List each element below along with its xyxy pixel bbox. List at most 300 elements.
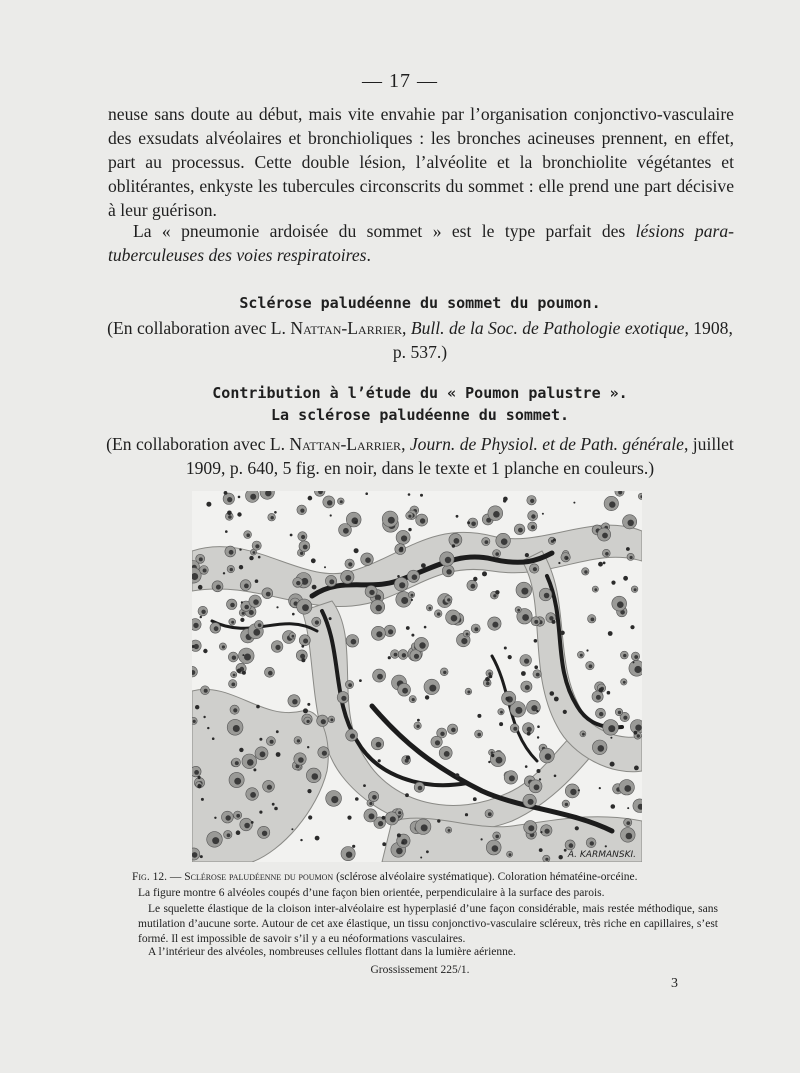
cell-nucleus: [623, 681, 626, 684]
cell-nucleus: [343, 528, 349, 534]
cell-nucleus: [496, 757, 503, 764]
cell-nucleus: [608, 725, 615, 732]
tissue-nucleus: [605, 845, 607, 847]
tissue-nucleus: [536, 710, 538, 712]
cell-nucleus: [524, 659, 529, 664]
cell-nucleus: [624, 785, 631, 792]
cell-nucleus: [394, 653, 398, 657]
cell-nucleus: [544, 593, 550, 599]
cell-nucleus: [623, 716, 627, 720]
cell-nucleus: [602, 533, 608, 539]
tissue-nucleus: [539, 778, 541, 780]
cell-nucleus: [300, 509, 304, 513]
cell-nucleus: [212, 837, 219, 844]
tissue-nucleus: [198, 585, 203, 590]
tissue-nucleus: [258, 556, 261, 559]
cell-nucleus: [635, 725, 641, 731]
tissue-nucleus: [239, 748, 243, 752]
tissue-nucleus: [227, 511, 232, 516]
tissue-nucleus: [573, 502, 575, 504]
cell-nucleus: [292, 699, 297, 704]
cell-nucleus: [244, 605, 249, 610]
tissue-nucleus: [406, 755, 410, 759]
cell-nucleus: [329, 579, 334, 584]
cell-nucleus: [231, 621, 234, 624]
cell-nucleus: [331, 796, 338, 803]
tissue-nucleus: [566, 557, 569, 560]
tissue-nucleus: [249, 556, 253, 560]
cell-nucleus: [327, 500, 332, 505]
cell-nucleus: [378, 821, 383, 826]
cell-nucleus: [390, 816, 396, 822]
cell-nucleus: [302, 604, 309, 611]
tissue-nucleus: [382, 816, 386, 820]
tissue-nucleus: [212, 737, 215, 740]
cell-nucleus: [495, 552, 499, 556]
tissue-nucleus: [554, 697, 559, 702]
cell-nucleus: [376, 742, 382, 748]
tissue-nucleus: [627, 807, 629, 809]
cell-nucleus: [582, 733, 585, 736]
tissue-nucleus: [553, 538, 556, 541]
cell-nucleus: [545, 829, 550, 834]
tissue-nucleus: [378, 759, 381, 762]
cell-nucleus: [522, 614, 529, 621]
cell-nucleus: [244, 654, 251, 661]
section2-cite-journal: Journ. de Physiol. et de Path. générale: [409, 434, 684, 454]
cell-nucleus: [312, 773, 319, 780]
cell-nucleus: [528, 799, 534, 805]
cell-nucleus: [454, 538, 460, 544]
cell-nucleus: [365, 557, 371, 563]
cell-nucleus: [321, 719, 326, 724]
tissue-nucleus: [259, 738, 262, 741]
cell-nucleus: [330, 718, 333, 721]
section1-cite-author: Nattan-Larrier: [290, 318, 403, 338]
cell-nucleus: [517, 609, 520, 612]
cell-nucleus: [630, 556, 633, 559]
tissue-nucleus: [276, 730, 279, 733]
cell-nucleus: [565, 803, 568, 806]
tissue-nucleus: [397, 833, 401, 837]
cell-nucleus: [297, 739, 300, 742]
cell-nucleus: [412, 698, 415, 701]
cell-nucleus: [528, 825, 534, 831]
cell-nucleus: [231, 683, 235, 687]
tissue-nucleus: [203, 649, 207, 653]
tissue-nucleus: [200, 616, 202, 618]
cell-nucleus: [242, 612, 245, 615]
cell-nucleus: [477, 733, 481, 737]
tissue-nucleus: [274, 807, 278, 811]
tissue-nucleus: [504, 647, 507, 650]
tissue-nucleus: [426, 850, 429, 853]
section2-title-line1: Contribution à l’étude du « Poumon palustre ».: [212, 384, 628, 402]
paragraph2-end: .: [366, 245, 371, 265]
tissue-nucleus: [236, 830, 241, 835]
cell-nucleus: [466, 633, 469, 636]
cell-nucleus: [228, 515, 232, 519]
cell-nucleus: [402, 688, 408, 694]
cell-nucleus: [461, 638, 467, 644]
section2-citation: (En collaboration avec L. Nattan-Larrier, Journ. de Physiol. et de Path. générale, juillet 1909, p. 640, 5 fig. en noir, dans le texte et 1 planche en couleurs.): [106, 434, 734, 478]
tissue-nucleus: [354, 521, 357, 524]
section2-cite-start: (En collaboration avec L.: [106, 434, 290, 454]
histology-illustration: [192, 491, 642, 862]
tissue-nucleus: [599, 688, 604, 693]
cell-nucleus: [531, 525, 535, 529]
figure-caption-line1: La figure montre 6 alvéoles coupés d’une façon bien orientée, perpendiculaire à la surface des parois.: [138, 887, 605, 899]
cell-nucleus: [298, 757, 304, 763]
tissue-nucleus: [485, 677, 490, 682]
tissue-nucleus: [200, 855, 203, 858]
tissue-nucleus: [239, 565, 243, 569]
cell-nucleus: [233, 725, 240, 732]
tissue-nucleus: [308, 496, 313, 501]
cell-nucleus: [235, 761, 239, 765]
tissue-nucleus: [537, 769, 541, 773]
cell-nucleus: [216, 585, 221, 590]
cell-nucleus: [236, 814, 240, 818]
cell-nucleus: [388, 517, 395, 524]
tissue-nucleus: [352, 845, 355, 848]
cell-nucleus: [401, 535, 407, 541]
tissue-nucleus: [603, 562, 606, 565]
paragraph2-italic: lésions para-tuberculeuses des voies respiratoires: [108, 221, 735, 265]
section2-title-line2: La sclérose paludéenne du sommet.: [270, 406, 569, 424]
tissue-nucleus: [237, 669, 242, 674]
section2-cite-author: Nattan-Larrier: [289, 434, 402, 454]
cell-nucleus: [451, 728, 456, 733]
cell-nucleus: [340, 500, 343, 503]
cell-nucleus: [369, 590, 374, 595]
tissue-nucleus: [308, 815, 312, 819]
cell-nucleus: [260, 751, 266, 757]
figure-magnification: Grossissement 225/1.: [370, 964, 470, 976]
tissue-nucleus: [563, 710, 567, 714]
tissue-nucleus: [324, 566, 326, 568]
tissue-nucleus: [198, 776, 201, 779]
cell-nucleus: [233, 708, 237, 712]
cell-nucleus: [609, 501, 615, 507]
cell-nucleus: [369, 813, 375, 819]
tissue-nucleus: [634, 731, 638, 735]
cell-nucleus: [275, 645, 280, 650]
tissue-nucleus: [473, 797, 477, 801]
tissue-nucleus: [598, 562, 603, 567]
cell-nucleus: [589, 664, 593, 668]
tissue-nucleus: [508, 655, 512, 659]
cell-nucleus: [623, 654, 626, 657]
tissue-nucleus: [363, 784, 366, 787]
cell-nucleus: [232, 656, 236, 660]
tissue-nucleus: [482, 571, 487, 576]
cell-nucleus: [372, 795, 377, 800]
cell-nucleus: [246, 533, 250, 537]
tissue-nucleus: [382, 842, 386, 846]
cell-nucleus: [488, 812, 492, 816]
cell-nucleus: [518, 528, 523, 533]
cell-nucleus: [617, 601, 624, 608]
cell-nucleus: [388, 629, 393, 634]
cell-nucleus: [227, 833, 231, 837]
cell-nucleus: [440, 732, 444, 736]
cell-nucleus: [303, 639, 308, 644]
cell-nucleus: [201, 610, 205, 614]
section1-citation: (En collaboration avec L. Nattan-Larrier, Bull. de la Soc. de Pathologie exotique, 1908, p. 537.): [107, 318, 733, 362]
tissue-nucleus: [300, 839, 302, 841]
cell-nucleus: [369, 802, 372, 805]
cell-nucleus: [296, 581, 300, 585]
cell-nucleus: [534, 784, 540, 790]
cell-nucleus: [451, 615, 458, 622]
cell-nucleus: [199, 557, 203, 561]
tissue-nucleus: [276, 752, 281, 757]
tissue-nucleus: [214, 817, 216, 819]
figure-label: Fig. 12. —: [132, 871, 185, 883]
tissue-nucleus: [599, 787, 601, 789]
tissue-nucleus: [291, 828, 293, 830]
tissue-nucleus: [467, 521, 470, 524]
tissue-nucleus: [542, 513, 544, 515]
cell-nucleus: [474, 627, 478, 631]
figure-caption-line4: A l’intérieur des alvéoles, nombreuses cellules flottant dans la lumière aérienne.: [148, 946, 516, 958]
tissue-nucleus: [452, 544, 455, 547]
tissue-nucleus: [630, 625, 634, 629]
figure-title: Sclérose paludéenne du poumon: [184, 871, 334, 883]
tissue-nucleus: [240, 618, 244, 622]
cell-nucleus: [545, 858, 548, 861]
cell-nucleus: [634, 666, 641, 673]
tissue-nucleus: [610, 737, 612, 739]
cell-nucleus: [590, 841, 594, 845]
tissue-nucleus: [365, 492, 368, 495]
cell-nucleus: [626, 833, 633, 840]
cell-nucleus: [401, 597, 408, 604]
cell-nucleus: [408, 515, 411, 518]
tissue-nucleus: [610, 762, 615, 767]
tissue-nucleus: [611, 804, 616, 809]
cell-nucleus: [376, 631, 382, 637]
cell-nucleus: [351, 639, 357, 645]
tissue-nucleus: [552, 620, 556, 624]
tissue-nucleus: [224, 491, 228, 495]
tissue-nucleus: [203, 716, 205, 718]
cell-nucleus: [521, 588, 528, 595]
tissue-nucleus: [411, 599, 413, 601]
cell-nucleus: [322, 751, 327, 756]
cell-nucleus: [549, 616, 553, 620]
tissue-nucleus: [540, 831, 542, 833]
cell-nucleus: [348, 683, 352, 687]
tissue-nucleus: [359, 679, 362, 682]
cell-nucleus: [628, 520, 634, 526]
tissue-nucleus: [417, 719, 420, 722]
tissue-nucleus: [534, 665, 538, 669]
tissue-nucleus: [307, 703, 310, 706]
cell-nucleus: [250, 494, 256, 500]
tissue-nucleus: [564, 849, 567, 852]
tissue-nucleus: [239, 548, 241, 550]
tissue-nucleus: [626, 547, 630, 551]
cell-nucleus: [598, 745, 605, 752]
tissue-nucleus: [355, 797, 359, 801]
tissue-nucleus: [201, 798, 204, 801]
tissue-nucleus: [477, 714, 481, 718]
tissue-nucleus: [521, 671, 526, 676]
cell-nucleus: [341, 696, 346, 701]
cell-nucleus: [492, 622, 498, 628]
figure-title-rest: (sclérose alvéolaire systématique). Coloration hématéine-orcéine.: [333, 871, 638, 883]
cell-nucleus: [509, 853, 512, 856]
tissue-nucleus: [499, 722, 503, 726]
cell-nucleus: [443, 671, 446, 674]
cell-nucleus: [545, 753, 552, 760]
cell-nucleus: [253, 551, 256, 554]
cell-nucleus: [486, 682, 490, 686]
cell-nucleus: [634, 655, 638, 659]
cell-nucleus: [230, 603, 235, 608]
tissue-nucleus: [525, 553, 529, 557]
cell-nucleus: [306, 720, 309, 723]
page-number-footer: 3: [671, 976, 678, 991]
illustrator-signature: A. KARMANSKI.: [567, 850, 636, 860]
tissue-nucleus: [623, 576, 628, 581]
tissue-nucleus: [437, 819, 440, 822]
cell-nucleus: [584, 570, 587, 573]
tissue-nucleus: [537, 736, 539, 738]
cell-nucleus: [271, 516, 274, 519]
cell-nucleus: [229, 550, 234, 555]
tissue-nucleus: [525, 765, 528, 768]
body-paragraph-2: [108, 219, 734, 267]
tissue-nucleus: [420, 494, 423, 497]
cell-nucleus: [194, 770, 199, 775]
tissue-nucleus: [301, 645, 304, 648]
cell-nucleus: [605, 552, 609, 556]
cell-nucleus: [255, 544, 259, 548]
cell-nucleus: [493, 511, 500, 518]
cell-nucleus: [448, 829, 451, 832]
cell-nucleus: [244, 823, 250, 829]
tissue-nucleus: [495, 590, 499, 594]
tissue-nucleus: [406, 626, 410, 630]
tissue-nucleus: [607, 691, 611, 695]
cell-nucleus: [418, 786, 423, 791]
tissue-nucleus: [259, 811, 262, 814]
cell-nucleus: [429, 685, 436, 692]
cell-nucleus: [599, 712, 603, 716]
cell-nucleus: [234, 778, 241, 785]
tissue-nucleus: [534, 639, 538, 643]
cell-nucleus: [230, 568, 233, 571]
cell-nucleus: [402, 653, 406, 657]
tissue-nucleus: [303, 708, 308, 713]
cell-nucleus: [258, 623, 262, 627]
cell-nucleus: [569, 843, 574, 848]
tissue-nucleus: [634, 766, 639, 771]
tissue-nucleus: [242, 671, 246, 675]
tissue-nucleus: [537, 725, 540, 728]
tissue-nucleus: [388, 656, 391, 659]
cell-nucleus: [533, 567, 537, 571]
tissue-nucleus: [421, 563, 426, 568]
figure-caption-title: [132, 870, 718, 885]
tissue-nucleus: [329, 617, 332, 620]
cell-nucleus: [253, 599, 259, 605]
cell-nucleus: [493, 594, 496, 597]
cell-nucleus: [244, 584, 249, 589]
cell-nucleus: [421, 824, 428, 831]
cell-nucleus: [267, 785, 272, 790]
cell-nucleus: [492, 845, 499, 852]
cell-nucleus: [270, 740, 274, 744]
cell-nucleus: [467, 691, 470, 694]
cell-nucleus: [626, 821, 630, 825]
tissue-nucleus: [506, 697, 510, 701]
tissue-nucleus: [481, 838, 483, 840]
histology-drawing: [192, 491, 642, 862]
tissue-nucleus: [292, 613, 295, 616]
cell-nucleus: [530, 499, 534, 503]
cell-nucleus: [591, 618, 595, 622]
tissue-nucleus: [455, 773, 459, 777]
paragraph2-start: La « pneumonie ardoisée du sommet » est le type parfait des: [133, 221, 636, 241]
cell-nucleus: [429, 607, 432, 610]
cell-nucleus: [444, 751, 450, 757]
tissue-nucleus: [578, 789, 580, 791]
cell-nucleus: [412, 574, 418, 580]
cell-nucleus: [515, 707, 522, 714]
cell-nucleus: [253, 629, 260, 636]
cell-nucleus: [292, 635, 295, 638]
tissue-nucleus: [488, 761, 490, 763]
cell-nucleus: [509, 775, 515, 781]
cell-nucleus: [396, 848, 403, 855]
cell-nucleus: [419, 642, 425, 648]
cell-nucleus: [250, 792, 256, 798]
cell-nucleus: [513, 727, 517, 731]
cell-nucleus: [203, 569, 207, 573]
tissue-nucleus: [253, 768, 256, 771]
section1-cite-end: , 1908, p. 537.): [392, 318, 733, 362]
cell-nucleus: [525, 685, 530, 690]
cell-nucleus: [377, 674, 383, 680]
tissue-nucleus: [223, 572, 225, 574]
tissue-nucleus: [241, 601, 243, 603]
cell-nucleus: [471, 522, 476, 527]
tissue-nucleus: [290, 534, 293, 537]
tissue-nucleus: [347, 816, 351, 820]
section1-cite-journal: Bull. de la Soc. de Pathologie exotique: [410, 318, 685, 338]
cell-nucleus: [501, 538, 508, 545]
tissue-nucleus: [586, 649, 588, 651]
cell-nucleus: [570, 789, 576, 795]
tissue-nucleus: [400, 547, 404, 551]
tissue-nucleus: [420, 857, 422, 859]
cell-nucleus: [637, 734, 640, 737]
cell-nucleus: [485, 540, 489, 544]
cell-nucleus: [527, 727, 532, 732]
cell-nucleus: [534, 620, 538, 624]
cell-nucleus: [416, 725, 419, 728]
tissue-nucleus: [307, 789, 311, 793]
tissue-nucleus: [539, 848, 543, 852]
tissue-nucleus: [272, 803, 275, 806]
tissue-nucleus: [237, 512, 241, 516]
page-number-header: — 17 —: [362, 70, 438, 92]
tissue-nucleus: [251, 821, 254, 824]
